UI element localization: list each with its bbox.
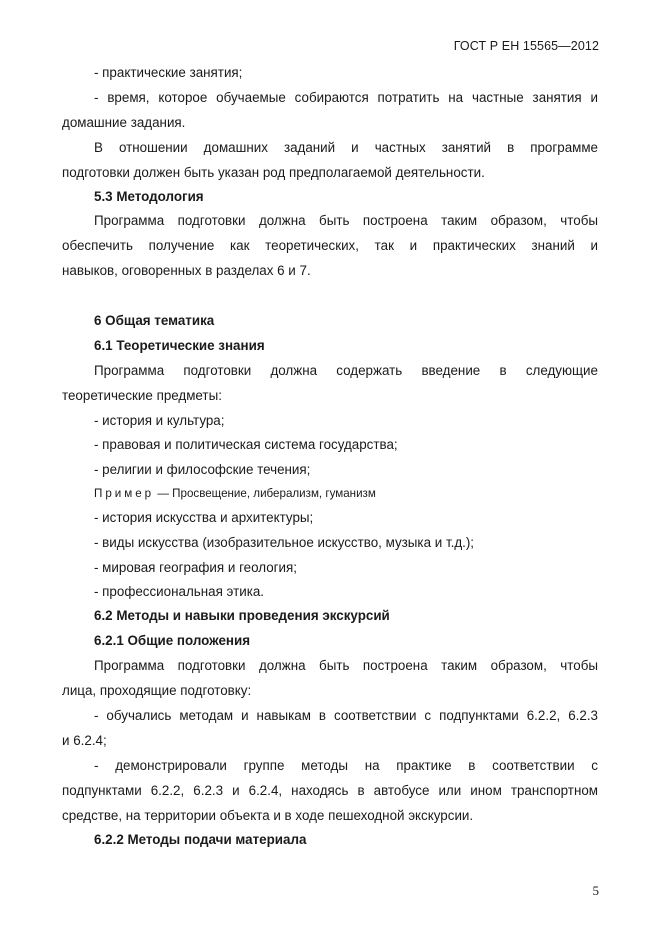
paragraph-line: навыков, оговоренных в разделах 6 и 7. <box>62 263 311 278</box>
list-item: - мировая география и геология; <box>94 560 298 575</box>
section-heading: 6.1 Теоретические знания <box>94 338 265 353</box>
list-item: - профессиональная этика. <box>94 584 265 599</box>
list-item: - правовая и политическая система государства; <box>94 437 398 452</box>
list-item: - религии и философские течения; <box>94 462 311 477</box>
list-item: - виды искусства (изобразительное искусство, музыка и т.д.); <box>94 535 475 550</box>
paragraph-line: Программа подготовки должна содержать введение в следующие <box>94 363 598 378</box>
example-label: Пример <box>94 487 155 500</box>
section-heading: 6 Общая тематика <box>94 313 215 328</box>
list-item: - история и культура; <box>94 413 225 428</box>
paragraph-line: средстве, на территории объекта и в ходе пешеходной экскурсии. <box>62 808 474 823</box>
list-item: - история искусства и архитектуры; <box>94 510 314 525</box>
paragraph-line: и 6.2.4; <box>62 733 107 748</box>
paragraph-line: теоретические предметы: <box>62 388 222 403</box>
document-header: ГОСТ Р ЕН 15565—2012 <box>453 39 599 53</box>
paragraph-line: Программа подготовки должна быть построена таким образом, чтобы <box>94 213 598 228</box>
list-item: - обучались методам и навыкам в соответствии с подпунктами 6.2.2, 6.2.3 <box>94 708 598 723</box>
example-text: — Просвещение, либерализм, гуманизм <box>157 487 376 500</box>
paragraph-line: обеспечить получение как теоретических, так и практических знаний и <box>62 238 598 253</box>
section-heading: 5.3 Методология <box>94 189 204 204</box>
list-item: - демонстрировали группе методы на практике в соответствии с <box>94 758 598 773</box>
paragraph-line: лица, проходящие подготовку: <box>62 683 252 698</box>
section-heading: 6.2.2 Методы подачи материала <box>94 832 307 847</box>
example-note <box>94 486 598 502</box>
paragraph-line: В отношении домашних заданий и частных занятий в программе <box>94 140 598 155</box>
section-heading: 6.2.1 Общие положения <box>94 633 251 648</box>
paragraph-line: Программа подготовки должна быть построена таким образом, чтобы <box>94 658 598 673</box>
page-number: 5 <box>592 883 599 898</box>
paragraph-line: домашние задания. <box>62 115 186 130</box>
list-item: - практические занятия; <box>94 65 243 80</box>
paragraph-line: подпунктами 6.2.2, 6.2.3 и 6.2.4, находясь в автобусе или ином транспортном <box>62 783 598 798</box>
section-heading: 6.2 Методы и навыки проведения экскурсий <box>94 608 390 623</box>
list-item: - время, которое обучаемые собираются потратить на частные занятия и <box>94 90 598 105</box>
paragraph-line: подготовки должен быть указан род предполагаемой деятельности. <box>62 165 485 180</box>
